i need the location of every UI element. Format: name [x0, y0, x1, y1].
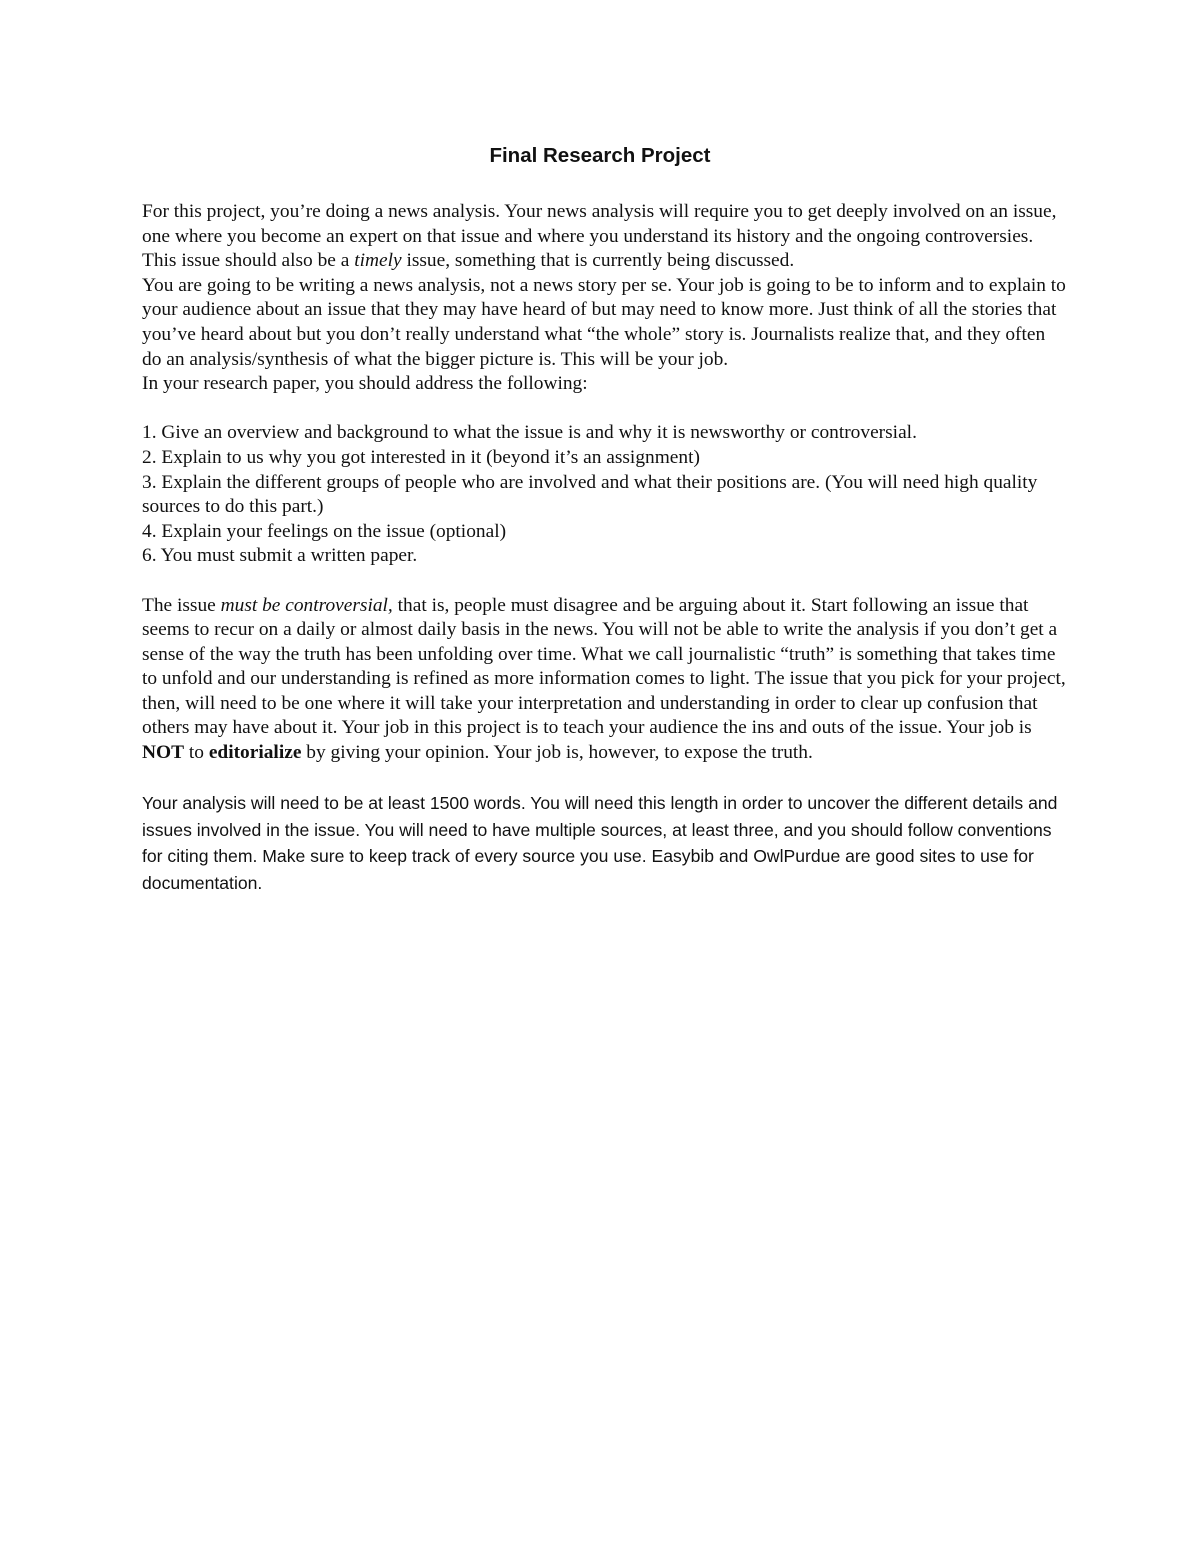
spacer — [142, 766, 1067, 791]
intro-emphasis: timely — [354, 250, 402, 272]
paragraph-address-following: In your research paper, you should address the following: — [142, 373, 588, 395]
paragraph-controversial — [142, 594, 1067, 766]
list-item: 3. Explain the different groups of people who are involved and what their positions are. (You will need high quality sources to do this part.) — [142, 471, 1038, 518]
list-item: 4. Explain your feelings on the issue (optional) — [142, 520, 507, 542]
controversial-text-3: to — [184, 742, 209, 764]
list-item: 6. You must submit a written paper. — [142, 545, 418, 567]
controversial-emphasis: must be controversial, — [220, 594, 393, 616]
paragraph-length-requirements: Your analysis will need to be at least 1500 words. You will need this length in order to uncover the different details and issues involved in the issue. You will need to have multiple sources, at least three, and you should follow conventions for citing them. Make sure to keep track of every source you use. Easybib and OwlPurdue are good sites to use for documentation. — [142, 793, 1058, 893]
spacer — [142, 569, 1067, 594]
controversial-text-1: The issue — [142, 594, 221, 616]
document-body — [142, 200, 1067, 896]
list-item: 1. Give an overview and background to what the issue is and why it is newsworthy or controversial. — [142, 422, 917, 444]
paragraph-news-analysis: You are going to be writing a news analysis, not a news story per se. Your job is going to be to inform and to explain to your audience about an issue that they may have heard of but may need to know more. Just think of all the stories that you’ve heard about but you don’t really understand what “the whole” story is. Journalists realize that, and they often do an analysis/synthesis of what the bigger picture is. This will be your job. — [142, 274, 1066, 370]
controversial-text-2: that is, people must disagree and be arguing about it. Start following an issue that seems to recur on a daily or almost daily basis in the news. You will not be able to write the analysis if you don’t get a sense of the way the truth has been unfolding over time. What we call journalistic “truth” is something that takes time to unfold and our understanding is refined as more information comes to light. The issue that you pick for your project, then, will need to be one where it will take your interpretation and understanding in order to clear up confusion that others may have about it. Your job in this project is to teach your audience the ins and outs of the issue. Your job is — [142, 594, 1066, 739]
intro-text-1: For this project, you’re doing a news analysis. Your news analysis will require you to get deeply involved on an issue, one where you become an expert on that issue and where you understand its history and the ongoing controversies. This issue should also be a — [142, 201, 1057, 272]
controversial-text-4: by giving your opinion. Your job is, however, to expose the truth. — [301, 742, 813, 764]
spacer — [142, 397, 1067, 422]
intro-text-2: issue, something that is currently being discussed. — [401, 250, 795, 272]
controversial-strong-not: NOT — [142, 742, 185, 764]
document-title: Final Research Project — [489, 144, 711, 167]
controversial-strong-editorialize: editorialize — [208, 742, 302, 764]
intro-paragraph — [142, 200, 1067, 274]
list-item: 2. Explain to us why you got interested in it (beyond it’s an assignment) — [142, 446, 700, 468]
